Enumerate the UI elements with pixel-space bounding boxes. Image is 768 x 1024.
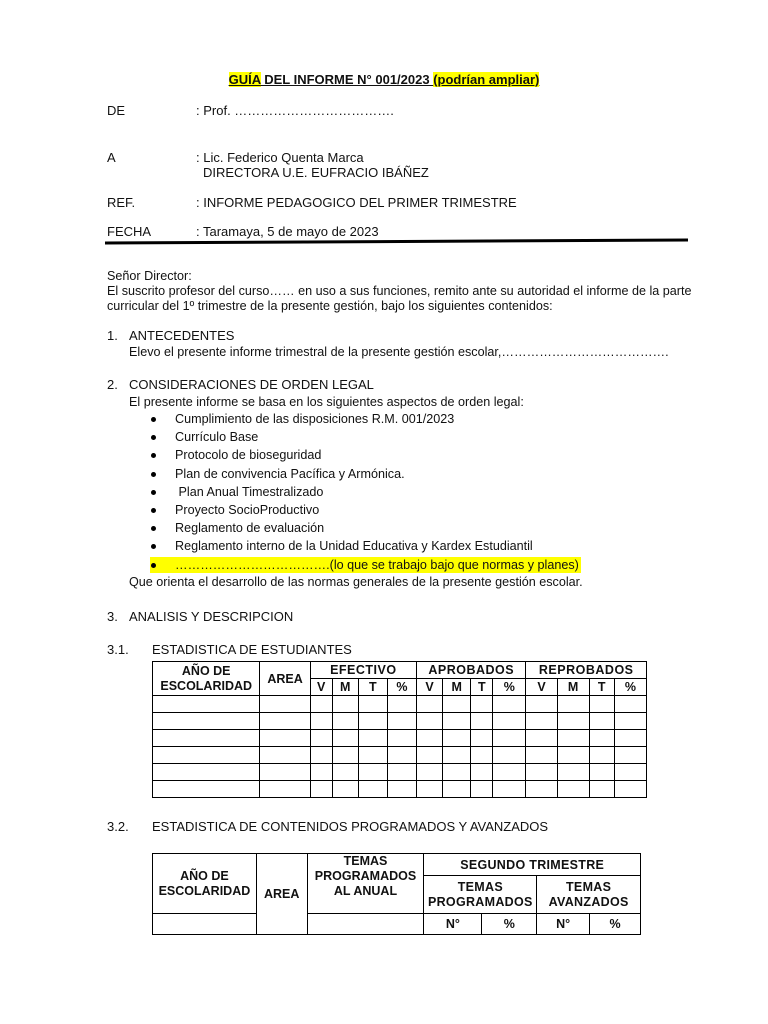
- section-3-2-number: 3.2.: [107, 819, 129, 834]
- header-divider: [105, 238, 688, 244]
- table-cell: [310, 764, 332, 781]
- section-3-heading: [107, 609, 293, 624]
- bullet-icon: [151, 490, 156, 495]
- table-cell: [526, 696, 557, 713]
- title-main: DEL INFORME N° 001/2023: [260, 72, 434, 87]
- table-cell: [260, 730, 310, 747]
- empty-cell: [153, 914, 257, 935]
- col-temas-anual-header: TEMAS PROGRAMADOS AL ANUAL: [307, 854, 424, 914]
- table-cell: [358, 747, 387, 764]
- memo-ref-label: REF.: [107, 195, 136, 210]
- table-cell: [614, 781, 646, 798]
- table-cell: [417, 781, 443, 798]
- table-cell: [358, 781, 387, 798]
- table-cell: [417, 713, 443, 730]
- table-cell: [260, 713, 310, 730]
- bullet-icon: [151, 417, 156, 422]
- section-1-number: 1.: [107, 328, 118, 343]
- memo-a-label: A: [107, 150, 116, 165]
- list-item: Reglamento de evaluación: [150, 520, 581, 538]
- section-3-1-number: 3.1.: [107, 642, 129, 657]
- table-cell: [614, 696, 646, 713]
- section-3-2-heading: [107, 819, 548, 834]
- col-m-header: M: [332, 679, 358, 696]
- memo-a-value: : Lic. Federico Quenta Marca: [196, 150, 364, 165]
- section-2-closing: Que orienta el desarrollo de las normas generales de la presente gestión escolar.: [129, 575, 583, 589]
- bullet-icon: [151, 508, 156, 513]
- table-cell: [557, 781, 589, 798]
- table-row: [153, 730, 647, 747]
- bullet-icon: [151, 472, 156, 477]
- table-row: [153, 713, 647, 730]
- table-cell: [614, 730, 646, 747]
- table-cell: [387, 764, 416, 781]
- group-segundo-trimestre-header: SEGUNDO TRIMESTRE: [424, 854, 641, 876]
- table-cell: [589, 713, 614, 730]
- memo-ref-value: : INFORME PEDAGOGICO DEL PRIMER TRIMESTRE: [196, 195, 517, 210]
- table-cell: [589, 730, 614, 747]
- memo-de-label: DE: [107, 103, 126, 118]
- memo-de-value: : Prof. ……………………………….: [196, 103, 394, 118]
- sub-temas-avanzados-header: TEMAS AVANZADOS: [537, 876, 641, 914]
- table-cell: [471, 764, 493, 781]
- table-cell: [387, 747, 416, 764]
- bullet-icon: [151, 453, 156, 458]
- table-cell: [310, 730, 332, 747]
- table-cell: [589, 747, 614, 764]
- section-3-1-title: ESTADISTICA DE ESTUDIANTES: [152, 642, 352, 657]
- table-cell: [557, 730, 589, 747]
- table-cell: [526, 713, 557, 730]
- memo-fecha-value: : Taramaya, 5 de mayo de 2023: [196, 224, 379, 239]
- table-cell: [493, 747, 526, 764]
- table-cell: [614, 747, 646, 764]
- table-cell: [557, 696, 589, 713]
- list-item: Proyecto SocioProductivo: [150, 502, 581, 520]
- bullet-icon: [151, 526, 156, 531]
- group-efectivo-header: EFECTIVO: [310, 662, 416, 679]
- table-cell: [443, 764, 471, 781]
- table-cell: [387, 696, 416, 713]
- content-statistics-table: [152, 853, 641, 935]
- section-3-title: ANALISIS Y DESCRIPCION: [129, 609, 294, 624]
- col-area-header: AREA: [260, 662, 310, 696]
- table-cell: [260, 781, 310, 798]
- title-highlight-note: (podrían ampliar): [433, 72, 540, 87]
- table-cell: [526, 747, 557, 764]
- col-t-header: T: [471, 679, 493, 696]
- table-cell: [493, 781, 526, 798]
- table-cell: [471, 713, 493, 730]
- table-cell: [471, 730, 493, 747]
- table-cell: [417, 730, 443, 747]
- table-cell: [387, 713, 416, 730]
- section-3-number: 3.: [107, 609, 118, 624]
- section-2-title: CONSIDERACIONES DE ORDEN LEGAL: [129, 377, 374, 392]
- table-cell: [387, 781, 416, 798]
- col-v-header: V: [417, 679, 443, 696]
- table-cell: [471, 781, 493, 798]
- col-v-header: V: [526, 679, 557, 696]
- table-cell: [443, 696, 471, 713]
- col-t-header: T: [358, 679, 387, 696]
- table-cell: [153, 747, 260, 764]
- table-cell: [310, 713, 332, 730]
- col-v-header: V: [310, 679, 332, 696]
- col-no-header: N°: [424, 914, 482, 935]
- list-item: Cumplimiento de las disposiciones R.M. 001/2023: [150, 411, 581, 429]
- col-year-header: AÑO DE ESCOLARIDAD: [153, 854, 257, 914]
- table-cell: [614, 764, 646, 781]
- table-cell: [443, 730, 471, 747]
- col-pct-header: %: [387, 679, 416, 696]
- col-year-header: AÑO DE ESCOLARIDAD: [153, 662, 260, 696]
- table-cell: [310, 696, 332, 713]
- table-cell: [332, 781, 358, 798]
- intro-paragraph: El suscrito profesor del curso…… en uso a sus funciones, remito ante su autoridad el informe de la parte curricular del 1º trimestre de la presente gestión, bajo los siguientes contenidos:: [107, 284, 692, 313]
- bullet-icon: [151, 563, 156, 568]
- table-cell: [493, 696, 526, 713]
- list-item-highlighted: ……………………………….(lo que se trabajo bajo que normas y planes): [150, 557, 581, 573]
- col-no-header: N°: [537, 914, 590, 935]
- table-cell: [358, 696, 387, 713]
- table-cell: [332, 764, 358, 781]
- table-cell: [153, 781, 260, 798]
- list-item: Plan de convivencia Pacífica y Armónica.: [150, 466, 581, 484]
- section-1-title: ANTECEDENTES: [129, 328, 235, 343]
- memo-a-value-2: DIRECTORA U.E. EUFRACIO IBÁÑEZ: [203, 165, 429, 180]
- col-pct-header: %: [590, 914, 641, 935]
- list-item: Currículo Base: [150, 429, 581, 447]
- table-cell: [493, 730, 526, 747]
- group-aprobados-header: APROBADOS: [417, 662, 526, 679]
- table-cell: [358, 730, 387, 747]
- table-cell: [589, 764, 614, 781]
- student-statistics-body: [153, 696, 647, 798]
- section-2-heading: [107, 377, 374, 392]
- legal-aspects-list: [150, 411, 581, 573]
- table-cell: [387, 730, 416, 747]
- sub-temas-programados-header: TEMAS PROGRAMADOS: [424, 876, 537, 914]
- col-m-header: M: [557, 679, 589, 696]
- col-pct-header: %: [482, 914, 537, 935]
- col-pct-header: %: [614, 679, 646, 696]
- section-1-text: Elevo el presente informe trimestral de la presente gestión escolar,………………………………….: [129, 345, 669, 359]
- list-item: Plan Anual Timestralizado: [150, 484, 581, 502]
- student-statistics-table: [152, 661, 647, 798]
- table-cell: [443, 781, 471, 798]
- section-3-2-title: ESTADISTICA DE CONTENIDOS PROGRAMADOS Y AVANZADOS: [152, 819, 549, 834]
- table-cell: [417, 764, 443, 781]
- table-cell: [332, 696, 358, 713]
- table-cell: [526, 764, 557, 781]
- document-title: [0, 72, 768, 87]
- table-cell: [557, 747, 589, 764]
- title-highlight-guia: GUÍA: [228, 72, 261, 87]
- section-3-1-heading: [107, 642, 352, 657]
- table-cell: [153, 713, 260, 730]
- table-cell: [417, 747, 443, 764]
- table-cell: [260, 764, 310, 781]
- empty-cell: [307, 914, 424, 935]
- table-row: [153, 747, 647, 764]
- bullet-icon: [151, 435, 156, 440]
- table-cell: [358, 764, 387, 781]
- table-cell: [153, 730, 260, 747]
- table-row: [153, 781, 647, 798]
- table-cell: [417, 696, 443, 713]
- memo-fecha-label: FECHA: [107, 224, 152, 239]
- group-reprobados-header: REPROBADOS: [526, 662, 647, 679]
- table-cell: [358, 713, 387, 730]
- table-cell: [153, 696, 260, 713]
- table-cell: [589, 696, 614, 713]
- list-item: Protocolo de bioseguridad: [150, 447, 581, 465]
- col-area-header: AREA: [256, 854, 307, 935]
- table-cell: [443, 747, 471, 764]
- table-cell: [153, 764, 260, 781]
- table-cell: [493, 713, 526, 730]
- table-cell: [332, 730, 358, 747]
- section-1-heading: [107, 328, 234, 343]
- table-cell: [260, 747, 310, 764]
- col-m-header: M: [443, 679, 471, 696]
- table-cell: [471, 696, 493, 713]
- table-cell: [471, 747, 493, 764]
- table-cell: [526, 781, 557, 798]
- table-cell: [260, 696, 310, 713]
- table-cell: [332, 747, 358, 764]
- table-row: [153, 764, 647, 781]
- greeting: Señor Director:: [107, 269, 192, 283]
- section-2-number: 2.: [107, 377, 118, 392]
- col-pct-header: %: [493, 679, 526, 696]
- table-cell: [493, 764, 526, 781]
- table-cell: [443, 713, 471, 730]
- table-cell: [557, 713, 589, 730]
- col-t-header: T: [589, 679, 614, 696]
- table-cell: [614, 713, 646, 730]
- table-cell: [332, 713, 358, 730]
- table-cell: [526, 730, 557, 747]
- section-2-text: El presente informe se basa en los siguientes aspectos de orden legal:: [129, 395, 524, 409]
- table-cell: [310, 747, 332, 764]
- table-cell: [589, 781, 614, 798]
- table-row: [153, 696, 647, 713]
- table-cell: [557, 764, 589, 781]
- list-item: Reglamento interno de la Unidad Educativa y Kardex Estudiantil: [150, 538, 581, 556]
- bullet-icon: [151, 544, 156, 549]
- table-cell: [310, 781, 332, 798]
